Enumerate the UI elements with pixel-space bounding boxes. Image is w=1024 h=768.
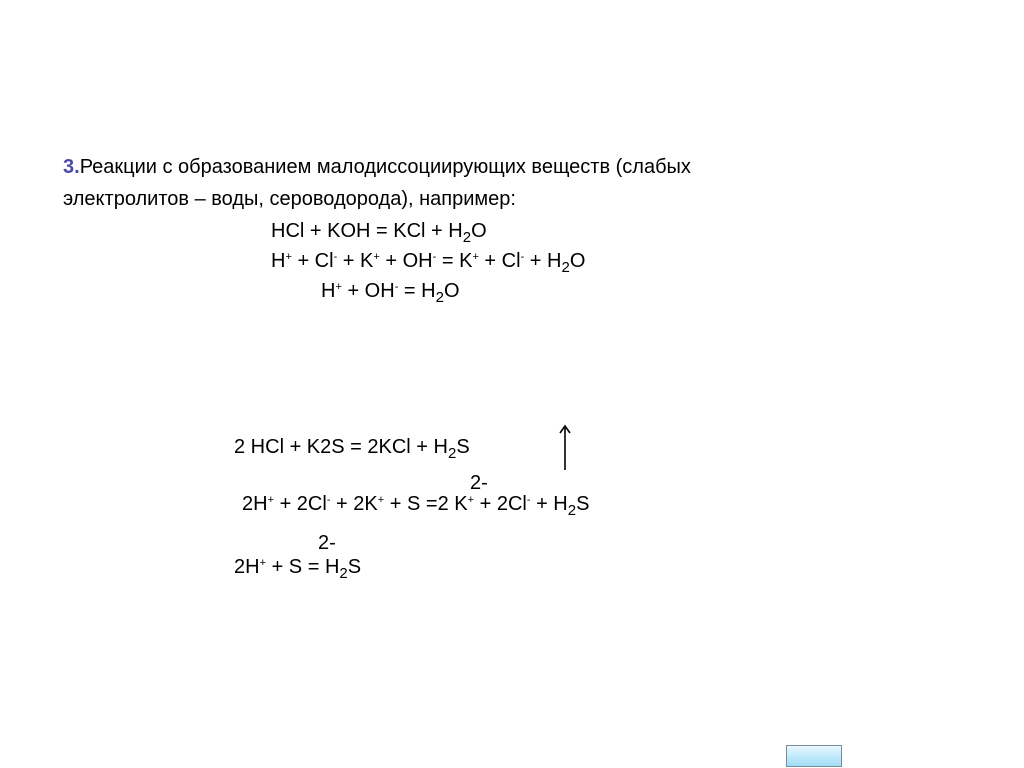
subscript: 2 — [462, 229, 472, 246]
equation-text: = H — [398, 280, 436, 302]
equation-text: + OH — [379, 250, 433, 272]
equation-text: + Cl — [478, 250, 521, 272]
subscript: 2 — [447, 445, 457, 462]
charge-superscript: + — [377, 494, 385, 506]
equation-text: + S =2 K — [384, 493, 468, 515]
subscript: 2 — [339, 565, 348, 582]
charge-superscript: + — [472, 251, 479, 263]
equation-text: = K — [436, 250, 473, 272]
charge-superscript: - — [520, 251, 525, 263]
charge-superscript: - — [526, 494, 531, 506]
subscript: 2 — [561, 259, 570, 276]
intro-text-1: Реакции с образованием малодиссоциирующих веществ (слабых — [79, 156, 691, 178]
charge-superscript: + — [467, 494, 475, 506]
equation-text: S — [456, 436, 470, 458]
charge-superscript: + — [259, 557, 267, 569]
equation-text: + 2K — [330, 493, 378, 515]
sulfide-charge-label: 2- — [470, 472, 488, 494]
charge-superscript: + — [285, 251, 292, 263]
intro-text-2: электролитов – воды, сероводорода), например: — [63, 188, 516, 210]
equation-text: + H — [524, 250, 562, 272]
equation-text: + OH — [341, 280, 395, 302]
equation-ionic-short-1 — [321, 279, 460, 306]
charge-superscript: + — [267, 494, 275, 506]
equation-text: O — [443, 280, 460, 302]
equation-text: S — [576, 493, 590, 515]
gas-up-arrow-icon — [558, 424, 572, 470]
charge-superscript: - — [432, 251, 437, 263]
section-number: 3. — [63, 156, 80, 178]
subscript: 2 — [435, 289, 444, 306]
equation-text: + 2Cl — [474, 493, 527, 515]
equation-text: H — [271, 250, 286, 272]
equation-text: S — [347, 556, 362, 578]
equation-text: O — [569, 250, 586, 272]
equation-text: + K — [337, 250, 374, 272]
equation-text: H — [321, 280, 336, 302]
charge-superscript: + — [373, 251, 380, 263]
sulfide-charge-label: 2- — [318, 532, 336, 554]
equation-ionic-full-2 — [242, 492, 590, 519]
charge-superscript: - — [394, 281, 399, 293]
equation-text: + H — [530, 493, 568, 515]
intro-line-1 — [63, 155, 691, 179]
slide-nav-button[interactable] — [786, 745, 842, 767]
equation-molecular-1 — [271, 219, 487, 246]
subscript: 2 — [567, 502, 577, 519]
intro-line-2 — [63, 187, 516, 211]
equation-text: 2H — [242, 493, 268, 515]
equation-text: 2H — [234, 556, 260, 578]
equation-text: HCl + KOH = KCl + H — [271, 220, 463, 242]
charge-superscript: + — [335, 281, 342, 293]
equation-molecular-2 — [234, 435, 470, 462]
equation-text: + 2Cl — [274, 493, 327, 515]
equation-ionic-short-2 — [234, 555, 362, 582]
charge-superscript: - — [326, 494, 331, 506]
equation-text: + Cl — [291, 250, 334, 272]
equation-text: + S = H — [266, 556, 340, 578]
equation-text: 2 HCl + K2S = 2KCl + H — [234, 436, 448, 458]
equation-text: O — [471, 220, 487, 242]
equation-ionic-full-1 — [271, 249, 586, 276]
charge-superscript: - — [333, 251, 338, 263]
